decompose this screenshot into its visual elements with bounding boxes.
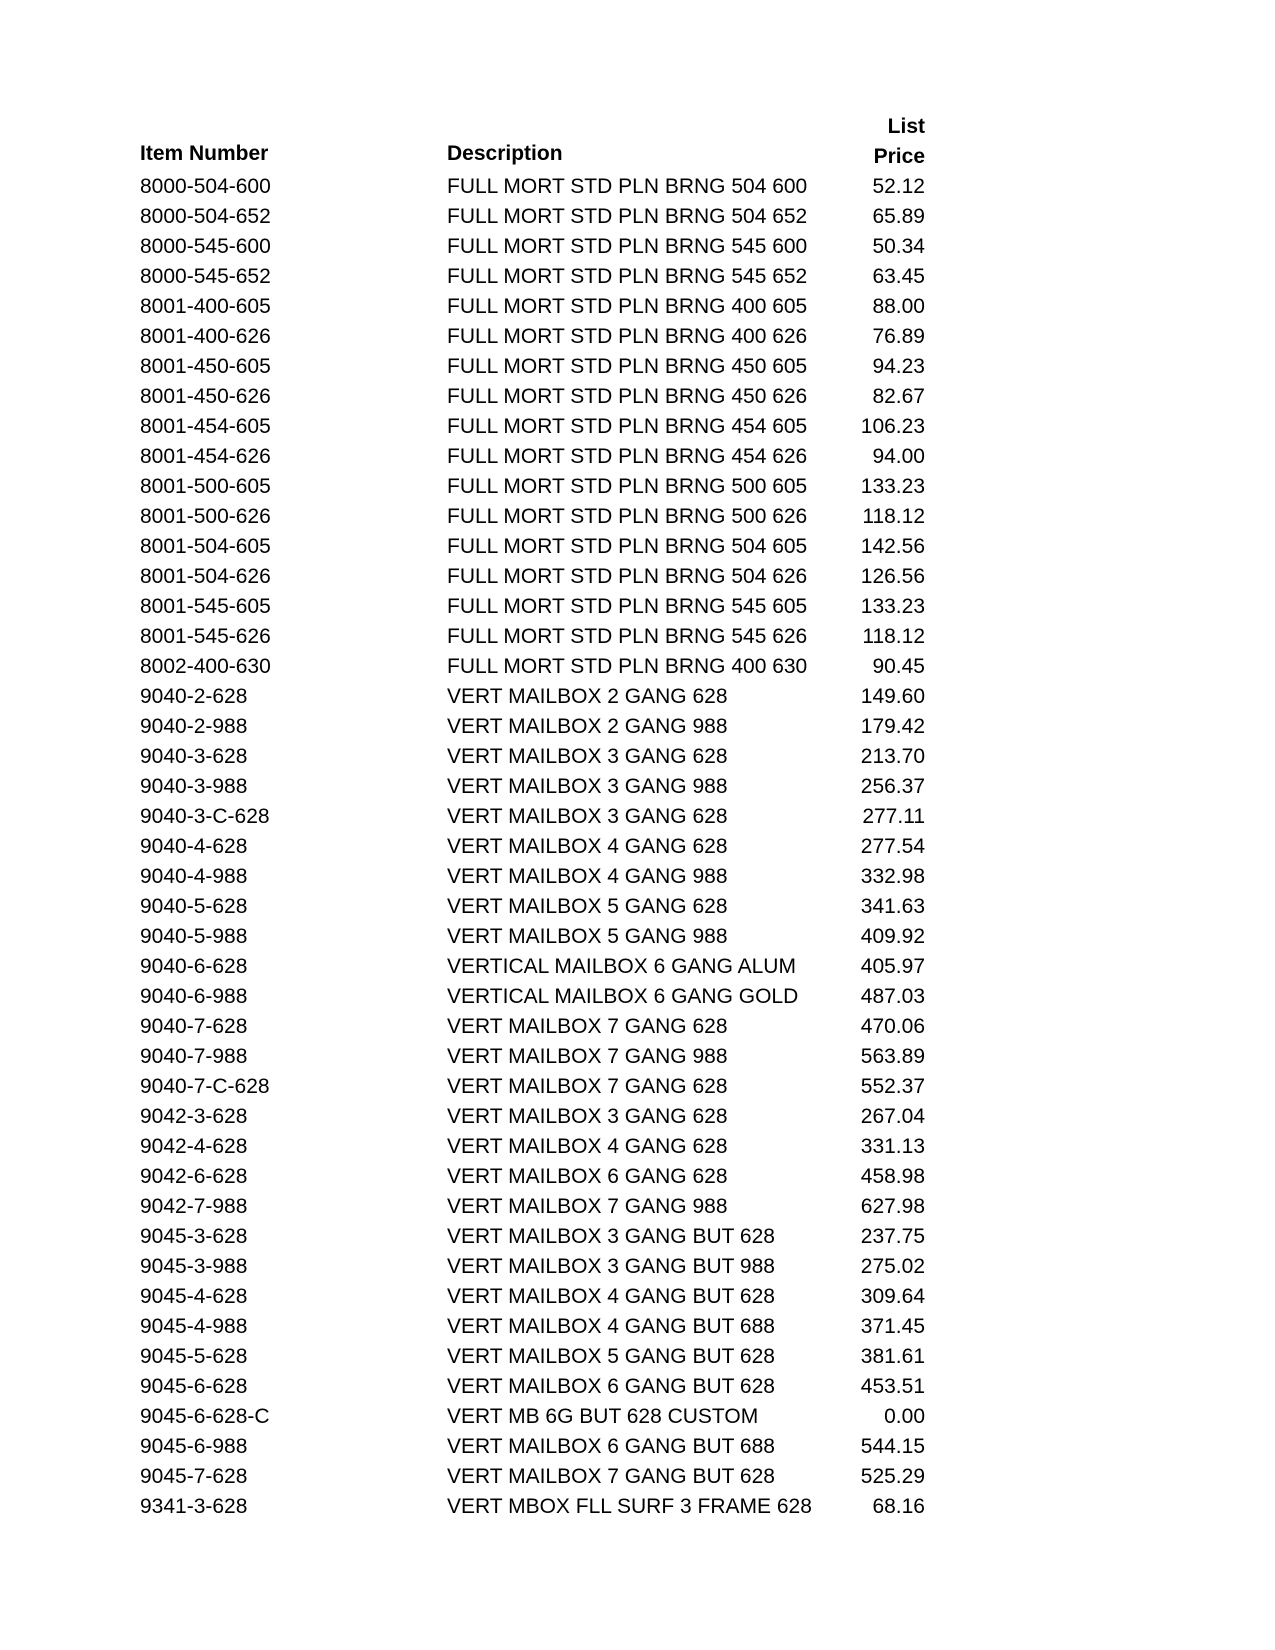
table-row: [140, 1342, 925, 1372]
table-row: [140, 262, 925, 292]
list-price-cell: 277.54: [860, 835, 925, 858]
table-row: [140, 982, 925, 1012]
description-cell: VERT MAILBOX 4 GANG 628: [447, 835, 728, 858]
list-price-cell: 94.23: [872, 355, 925, 378]
list-price-cell: 90.45: [872, 655, 925, 678]
table-row: [140, 382, 925, 412]
item-number-cell: 8001-450-626: [140, 385, 271, 408]
list-price-cell: 332.98: [860, 865, 925, 888]
description-cell: FULL MORT STD PLN BRNG 400 630: [447, 655, 808, 678]
header-list-price-line2: Price: [873, 145, 925, 168]
item-number-cell: 8001-504-626: [140, 565, 271, 588]
table-row: [140, 862, 925, 892]
list-price-cell: 458.98: [860, 1165, 925, 1188]
item-number-cell: 8001-454-626: [140, 445, 271, 468]
description-cell: FULL MORT STD PLN BRNG 454 626: [447, 445, 808, 468]
list-price-cell: 118.12: [862, 625, 925, 648]
item-number-cell: 9045-6-628-C: [140, 1405, 270, 1428]
item-number-cell: 9045-6-988: [140, 1435, 248, 1458]
item-number-cell: 9042-6-628: [140, 1165, 248, 1188]
description-cell: VERT MB 6G BUT 628 CUSTOM: [447, 1405, 759, 1428]
item-number-cell: 9040-6-988: [140, 985, 248, 1008]
item-number-cell: 9042-4-628: [140, 1135, 248, 1158]
description-cell: FULL MORT STD PLN BRNG 454 605: [447, 415, 808, 438]
description-cell: VERT MAILBOX 3 GANG BUT 988: [447, 1255, 775, 1278]
description-cell: VERT MAILBOX 3 GANG 628: [447, 805, 728, 828]
item-number-cell: 9040-4-988: [140, 865, 248, 888]
table-row: [140, 562, 925, 592]
item-number-cell: 9040-3-988: [140, 775, 248, 798]
list-price-cell: 68.16: [872, 1495, 925, 1518]
description-cell: FULL MORT STD PLN BRNG 450 626: [447, 385, 808, 408]
table-row: [140, 1102, 925, 1132]
item-number-cell: 8001-500-605: [140, 475, 271, 498]
list-price-cell: 237.75: [860, 1225, 925, 1248]
table-row: [140, 1042, 925, 1072]
table-row: [140, 622, 925, 652]
description-cell: VERT MAILBOX 4 GANG BUT 628: [447, 1285, 775, 1308]
description-cell: FULL MORT STD PLN BRNG 500 605: [447, 475, 808, 498]
description-cell: VERT MAILBOX 2 GANG 628: [447, 685, 728, 708]
table-row: [140, 1162, 925, 1192]
item-number-cell: 8001-545-605: [140, 595, 271, 618]
table-row: [140, 322, 925, 352]
description-cell: VERT MAILBOX 4 GANG 988: [447, 865, 728, 888]
list-price-cell: 50.34: [872, 235, 925, 258]
item-number-cell: 9040-2-988: [140, 715, 248, 738]
list-price-cell: 63.45: [872, 265, 925, 288]
description-cell: VERTICAL MAILBOX 6 GANG GOLD: [447, 985, 799, 1008]
list-price-cell: 552.37: [860, 1075, 925, 1098]
item-number-cell: 8000-545-600: [140, 235, 271, 258]
list-price-cell: 126.56: [860, 565, 925, 588]
table-row: [140, 952, 925, 982]
list-price-cell: 76.89: [872, 325, 925, 348]
description-cell: FULL MORT STD PLN BRNG 504 605: [447, 535, 808, 558]
description-cell: VERT MAILBOX 4 GANG 628: [447, 1135, 728, 1158]
list-price-cell: 405.97: [860, 955, 925, 978]
table-row: [140, 772, 925, 802]
description-cell: FULL MORT STD PLN BRNG 504 626: [447, 565, 808, 588]
list-price-cell: 88.00: [872, 295, 925, 318]
table-row: [140, 712, 925, 742]
item-number-cell: 8001-450-605: [140, 355, 271, 378]
table-row: [140, 1222, 925, 1252]
table-row: [140, 652, 925, 682]
item-number-cell: 8000-504-600: [140, 175, 271, 198]
description-cell: VERT MAILBOX 7 GANG 988: [447, 1045, 728, 1068]
table-row: [140, 172, 925, 202]
description-cell: VERT MAILBOX 3 GANG 628: [447, 1105, 728, 1128]
item-number-cell: 9045-7-628: [140, 1465, 248, 1488]
list-price-cell: 275.02: [860, 1255, 925, 1278]
description-cell: VERT MAILBOX 2 GANG 988: [447, 715, 728, 738]
list-price-cell: 341.63: [860, 895, 925, 918]
description-cell: VERT MAILBOX 4 GANG BUT 688: [447, 1315, 775, 1338]
item-number-cell: 9045-6-628: [140, 1375, 248, 1398]
table-row: [140, 892, 925, 922]
description-cell: FULL MORT STD PLN BRNG 504 652: [447, 205, 808, 228]
table-row: [140, 502, 925, 532]
list-price-cell: 65.89: [872, 205, 925, 228]
description-cell: FULL MORT STD PLN BRNG 400 626: [447, 325, 808, 348]
list-price-cell: 525.29: [860, 1465, 925, 1488]
list-price-cell: 309.64: [860, 1285, 925, 1308]
description-cell: FULL MORT STD PLN BRNG 545 600: [447, 235, 808, 258]
description-cell: VERT MAILBOX 3 GANG BUT 628: [447, 1225, 775, 1248]
list-price-cell: 409.92: [860, 925, 925, 948]
table-row: [140, 412, 925, 442]
table-header: [140, 108, 925, 168]
table-row: [140, 1402, 925, 1432]
table-row: [140, 532, 925, 562]
description-cell: FULL MORT STD PLN BRNG 504 600: [447, 175, 808, 198]
table-row: [140, 592, 925, 622]
table-row: [140, 1252, 925, 1282]
item-number-cell: 8001-400-626: [140, 325, 271, 348]
description-cell: VERT MAILBOX 7 GANG BUT 628: [447, 1465, 775, 1488]
table-row: [140, 1312, 925, 1342]
item-number-cell: 8001-504-605: [140, 535, 271, 558]
list-price-cell: 256.37: [860, 775, 925, 798]
list-price-cell: 133.23: [860, 595, 925, 618]
description-cell: VERT MAILBOX 6 GANG BUT 628: [447, 1375, 775, 1398]
item-number-cell: 9040-7-C-628: [140, 1075, 270, 1098]
item-number-cell: 9040-7-628: [140, 1015, 248, 1038]
description-cell: VERT MAILBOX 7 GANG 628: [447, 1015, 728, 1038]
description-cell: VERTICAL MAILBOX 6 GANG ALUM: [447, 955, 796, 978]
list-price-cell: 381.61: [860, 1345, 925, 1368]
item-number-cell: 9045-3-988: [140, 1255, 248, 1278]
description-cell: VERT MAILBOX 5 GANG BUT 628: [447, 1345, 775, 1368]
item-number-cell: 8000-504-652: [140, 205, 271, 228]
description-cell: VERT MAILBOX 7 GANG 628: [447, 1075, 728, 1098]
item-number-cell: 8002-400-630: [140, 655, 271, 678]
description-cell: VERT MAILBOX 3 GANG 988: [447, 775, 728, 798]
list-price-cell: 544.15: [860, 1435, 925, 1458]
table-row: [140, 682, 925, 712]
list-price-cell: 331.13: [860, 1135, 925, 1158]
item-number-cell: 8001-400-605: [140, 295, 271, 318]
table-row: [140, 442, 925, 472]
table-row: [140, 1072, 925, 1102]
description-cell: FULL MORT STD PLN BRNG 450 605: [447, 355, 808, 378]
description-cell: VERT MAILBOX 6 GANG 628: [447, 1165, 728, 1188]
table-row: [140, 292, 925, 322]
table-row: [140, 1012, 925, 1042]
item-number-cell: 8001-454-605: [140, 415, 271, 438]
item-number-cell: 9045-4-628: [140, 1285, 248, 1308]
description-cell: VERT MBOX FLL SURF 3 FRAME 628: [447, 1495, 812, 1518]
table-row: [140, 352, 925, 382]
list-price-cell: 52.12: [872, 175, 925, 198]
item-number-cell: 9040-4-628: [140, 835, 248, 858]
list-price-cell: 563.89: [860, 1045, 925, 1068]
list-price-cell: 267.04: [860, 1105, 925, 1128]
description-cell: VERT MAILBOX 7 GANG 988: [447, 1195, 728, 1218]
table-row: [140, 1462, 925, 1492]
description-cell: FULL MORT STD PLN BRNG 400 605: [447, 295, 808, 318]
table-row: [140, 742, 925, 772]
table-row: [140, 802, 925, 832]
table-row: [140, 1492, 925, 1522]
item-number-cell: 9045-3-628: [140, 1225, 248, 1248]
item-number-cell: 9040-7-988: [140, 1045, 248, 1068]
header-item-number: Item Number: [140, 142, 269, 165]
item-number-cell: 9040-5-988: [140, 925, 248, 948]
header-description: Description: [447, 142, 563, 165]
item-number-cell: 9042-3-628: [140, 1105, 248, 1128]
table-row: [140, 1372, 925, 1402]
table-row: [140, 832, 925, 862]
table-row: [140, 202, 925, 232]
list-price-cell: 487.03: [860, 985, 925, 1008]
description-cell: FULL MORT STD PLN BRNG 545 605: [447, 595, 808, 618]
list-price-cell: 453.51: [860, 1375, 925, 1398]
item-number-cell: 9040-3-C-628: [140, 805, 270, 828]
description-cell: FULL MORT STD PLN BRNG 545 626: [447, 625, 808, 648]
item-number-cell: 9042-7-988: [140, 1195, 248, 1218]
item-number-cell: 9040-3-628: [140, 745, 248, 768]
list-price-cell: 149.60: [860, 685, 925, 708]
list-price-cell: 133.23: [860, 475, 925, 498]
item-number-cell: 8001-545-626: [140, 625, 271, 648]
description-cell: VERT MAILBOX 5 GANG 628: [447, 895, 728, 918]
table-row: [140, 232, 925, 262]
table-row: [140, 1132, 925, 1162]
list-price-cell: 470.06: [860, 1015, 925, 1038]
item-number-cell: 8000-545-652: [140, 265, 271, 288]
description-cell: VERT MAILBOX 5 GANG 988: [447, 925, 728, 948]
description-cell: FULL MORT STD PLN BRNG 545 652: [447, 265, 808, 288]
list-price-cell: 213.70: [860, 745, 925, 768]
list-price-cell: 94.00: [872, 445, 925, 468]
item-number-cell: 9045-4-988: [140, 1315, 248, 1338]
list-price-cell: 82.67: [872, 385, 925, 408]
table-row: [140, 1192, 925, 1222]
description-cell: VERT MAILBOX 6 GANG BUT 688: [447, 1435, 775, 1458]
list-price-cell: 627.98: [860, 1195, 925, 1218]
list-price-cell: 277.11: [862, 805, 925, 828]
item-number-cell: 9040-6-628: [140, 955, 248, 978]
item-number-cell: 9045-5-628: [140, 1345, 248, 1368]
item-number-cell: 9040-2-628: [140, 685, 248, 708]
table-body: [140, 172, 925, 1522]
list-price-cell: 106.23: [860, 415, 925, 438]
header-list-price-line1: List: [887, 115, 925, 138]
item-number-cell: 8001-500-626: [140, 505, 271, 528]
description-cell: FULL MORT STD PLN BRNG 500 626: [447, 505, 808, 528]
item-number-cell: 9040-5-628: [140, 895, 248, 918]
list-price-cell: 0.00: [884, 1405, 925, 1428]
list-price-cell: 179.42: [860, 715, 925, 738]
description-cell: VERT MAILBOX 3 GANG 628: [447, 745, 728, 768]
table-row: [140, 1282, 925, 1312]
list-price-cell: 142.56: [860, 535, 925, 558]
header-list-price: [874, 112, 925, 172]
table-row: [140, 472, 925, 502]
list-price-cell: 371.45: [860, 1315, 925, 1338]
item-number-cell: 9341-3-628: [140, 1495, 248, 1518]
table-row: [140, 922, 925, 952]
table-row: [140, 1432, 925, 1462]
list-price-cell: 118.12: [862, 505, 925, 528]
